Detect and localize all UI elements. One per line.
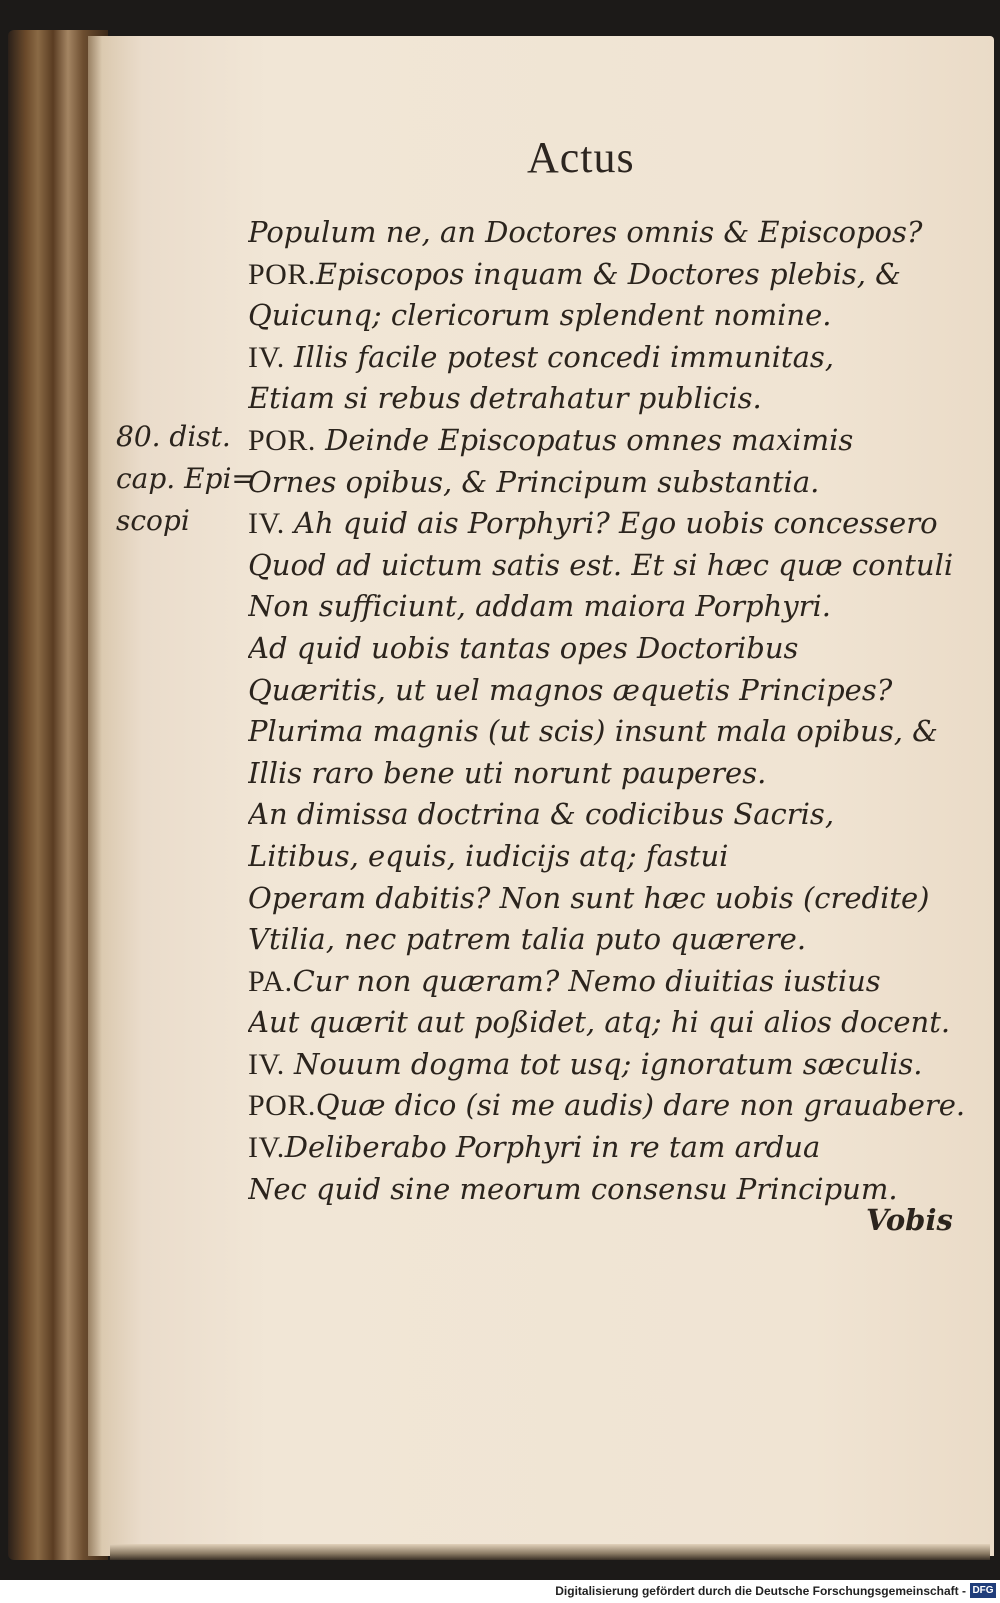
page-gutter-shadow bbox=[88, 36, 102, 1556]
verse-text: Etiam si rebus detrahatur publicis. bbox=[248, 381, 762, 416]
verse-text: Plurima magnis (ut scis) insunt mala opibus, & bbox=[248, 714, 938, 749]
verse-line bbox=[248, 628, 968, 670]
speaker-label: POR. bbox=[248, 257, 316, 291]
page-bottom-edge bbox=[110, 1544, 990, 1560]
verse-line bbox=[248, 753, 968, 795]
verse-line bbox=[248, 212, 968, 254]
dfg-logo-icon: DFG bbox=[970, 1583, 996, 1598]
verse-text: Litibus, equis, iudicijs atq; fastui bbox=[248, 838, 729, 873]
verse-line bbox=[248, 1169, 968, 1211]
verse-text: Vtilia, nec patrem talia puto quærere. bbox=[248, 922, 807, 957]
verse-text: Cur non quæram? Nemo diuitias iustius bbox=[292, 963, 881, 998]
footer-credit: Digitalisierung gefördert durch die Deutsche Forschungsgemeinschaft - bbox=[555, 1584, 966, 1598]
speaker-label: IV. bbox=[248, 1047, 285, 1081]
verse-text: Episcopos inquam & Doctores plebis, & bbox=[315, 256, 901, 291]
speaker-label: POR. bbox=[248, 423, 316, 457]
verse-text: Populum ne, an Doctores omnis & Episcopos? bbox=[248, 215, 923, 249]
verse-line bbox=[248, 378, 968, 420]
verse-line bbox=[248, 878, 968, 920]
verse-text: Quicunq; clericorum splendent nomine. bbox=[248, 298, 832, 333]
running-head: Actus bbox=[527, 133, 635, 182]
verse-text: Non sufficiunt, addam maiora Porphyri. bbox=[248, 589, 832, 624]
verse-line bbox=[248, 670, 968, 712]
verse-line bbox=[248, 545, 968, 587]
speaker-label: IV. bbox=[248, 1131, 285, 1165]
verse-text: Illis raro bene uti norunt pauperes. bbox=[248, 755, 767, 790]
verse-line bbox=[248, 794, 968, 836]
verse-text: Ah quid ais Porphyri? Ego uobis concessero bbox=[294, 506, 938, 541]
catchword: Vobis bbox=[866, 1203, 953, 1237]
speaker-label: IV. bbox=[248, 340, 285, 374]
verse-line bbox=[248, 961, 968, 1003]
verse-text: Deliberabo Porphyri in re tam ardua bbox=[284, 1130, 821, 1165]
speaker-label: PA. bbox=[248, 964, 293, 998]
verse-text: Illis facile potest concedi immunitas, bbox=[294, 339, 834, 374]
verse-line bbox=[248, 254, 968, 296]
verse-text: Aut quærit aut poßidet, atq; hi qui alios docent. bbox=[248, 1005, 951, 1040]
verse-text: Ornes opibus, & Principum substantia. bbox=[248, 464, 820, 499]
verse-line bbox=[248, 462, 968, 504]
verse-block bbox=[248, 212, 968, 1210]
speaker-label: IV. bbox=[248, 507, 285, 541]
verse-line bbox=[248, 836, 968, 878]
verse-text: Quæritis, ut uel magnos æquetis Principes? bbox=[248, 672, 893, 707]
margin-note-line: cap. Epi= bbox=[116, 462, 255, 495]
verse-line bbox=[248, 1127, 968, 1169]
digitization-footer bbox=[0, 1580, 1000, 1603]
verse-line bbox=[248, 503, 968, 545]
verse-line bbox=[248, 711, 968, 753]
verse-text: An dimissa doctrina & codicibus Sacris, bbox=[248, 797, 835, 832]
verse-line bbox=[248, 919, 968, 961]
margin-note-line: 80. dist. bbox=[116, 420, 231, 453]
margin-note-line: scopi bbox=[116, 504, 190, 537]
verse-text: Ad quid uobis tantas opes Doctoribus bbox=[248, 630, 799, 665]
verse-line bbox=[248, 1044, 968, 1086]
verse-text: Quod ad uictum satis est. Et si hæc quæ contuli bbox=[248, 547, 954, 582]
verse-line bbox=[248, 1002, 968, 1044]
verse-line bbox=[248, 295, 968, 337]
verse-text: Quæ dico (si me audis) dare non grauabere. bbox=[315, 1088, 966, 1123]
verse-text: Nouum dogma tot usq; ignoratum sæculis. bbox=[294, 1046, 923, 1081]
verse-line bbox=[248, 586, 968, 628]
verse-line bbox=[248, 1085, 968, 1127]
verse-line bbox=[248, 420, 968, 462]
verse-text: Operam dabitis? Non sunt hæc uobis (credite) bbox=[248, 880, 930, 915]
verse-text: Nec quid sine meorum consensu Principum. bbox=[248, 1171, 898, 1206]
verse-line bbox=[248, 337, 968, 379]
speaker-label: POR. bbox=[248, 1089, 316, 1123]
verse-text: Deinde Episcopatus omnes maximis bbox=[325, 422, 854, 457]
